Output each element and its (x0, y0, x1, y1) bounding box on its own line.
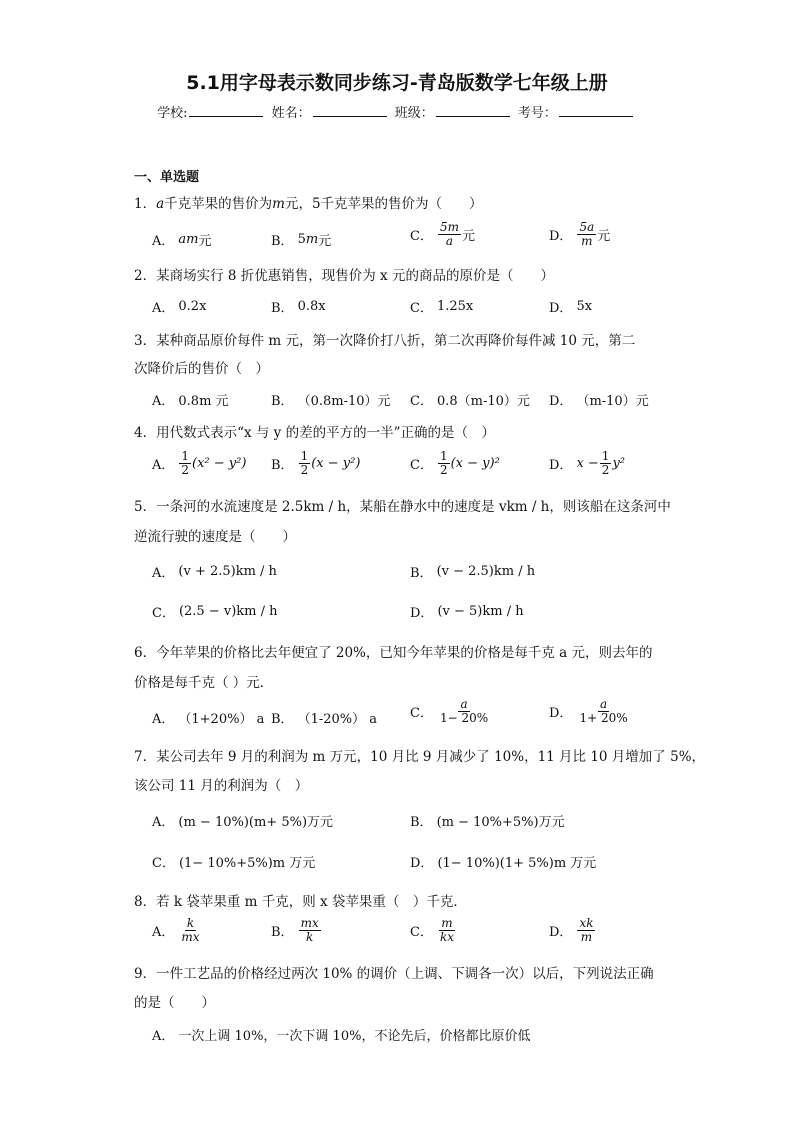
question-6-option-a[interactable]: A． （1+20%） a (152, 712, 265, 727)
school-blank[interactable] (189, 104, 263, 117)
question-8-option-d[interactable]: D． $\frac{xk}{m}$ (549, 916, 594, 944)
fraction: $\frac{xk}{m}$ (579, 916, 594, 944)
question-9-stem-line2: 的是（ ） (134, 995, 215, 1011)
question-1-option-b[interactable]: B． 5 m 元 (271, 232, 332, 249)
question-6-stem-line2: 价格是每千克（ ）元． (134, 675, 274, 691)
exam-no-blank[interactable] (559, 104, 633, 117)
question-7-option-a[interactable]: A． (m − 10%)(m+ 5%)万元 (152, 815, 334, 830)
question-4-option-d[interactable]: D． x − $\frac{1}{2}$ y² (549, 449, 625, 477)
question-8-option-b[interactable]: B． $\frac{mx}{k}$ (271, 916, 319, 944)
question-2-option-a[interactable]: A． 0.2x (152, 299, 207, 316)
question-4-option-b[interactable]: B． $\frac{1}{2}$ (x − y²) (271, 449, 361, 477)
question-7-stem-line2: 该公司 11 月的利润为（ ） (134, 778, 309, 794)
question-7-option-d[interactable]: D． (1− 10%)(1+ 5%)m 万元 (410, 856, 597, 871)
question-4-option-c[interactable]: C． $\frac{1}{2}$ (x − y)² (410, 449, 500, 477)
question-2-option-c[interactable]: C． 1.25x (410, 299, 474, 316)
fraction: $\frac{1}{2}$ (439, 449, 448, 477)
question-2-option-d[interactable]: D． 5x (549, 299, 593, 316)
name-label: 姓名： (271, 106, 311, 121)
name-blank[interactable] (313, 104, 387, 117)
fraction: $\frac{1}{2}$ (181, 449, 190, 477)
question-6-option-c[interactable]: C． $\frac{a}{1- 20\%}$ (410, 697, 489, 725)
question-5-option-a[interactable]: A． (v + 2.5)km / h (152, 564, 277, 581)
fraction: $\frac{1}{2}$ (300, 449, 309, 477)
question-4-stem: 4．用代数式表示“x 与 y 的差的平方的一半”正确的是（ ） (134, 425, 496, 441)
question-8-option-c[interactable]: C． $\frac{m}{kx}$ (410, 916, 454, 944)
question-5-option-d[interactable]: D． (v − 5)km / h (410, 604, 524, 621)
question-7-option-c[interactable]: C． (1− 10%+5%)m 万元 (152, 856, 316, 871)
question-1-stem: 1．a千克苹果的售价为m元，5千克苹果的售价为（ ） (134, 196, 483, 212)
exam-no-label: 考号： (517, 106, 557, 121)
question-1-option-a[interactable]: A． am 元 (152, 232, 212, 249)
fraction: $\frac{5m}{a}$ (439, 220, 459, 248)
page-title: 5.1用字母表示数同步练习-青岛版数学七年级上册 (186, 72, 608, 94)
fraction: $\frac{1}{2}$ (601, 449, 610, 477)
fraction: $\frac{5a}{m}$ (579, 220, 595, 248)
class-label: 班级： (394, 106, 434, 121)
question-3-option-c[interactable]: C． 0.8（m-10）元 (410, 394, 530, 409)
question-2-option-b[interactable]: B． 0.8x (271, 299, 326, 316)
question-3-stem-line1: 3．某种商品原价每件 m 元，第一次降价打八折，第二次再降价每件减 10 元，第二 (134, 333, 636, 349)
question-8-option-a[interactable]: A． $\frac{k}{mx}$ (152, 916, 200, 944)
question-5-option-c[interactable]: C． (2.5 − v)km / h (152, 604, 278, 621)
question-3-option-a[interactable]: A． 0.8m 元 (152, 394, 229, 409)
fraction: $\frac{a}{1+ 20\%}$ (579, 697, 628, 725)
question-7-stem-line1: 7．某公司去年 9 月的利润为 m 万元，10 月比 9 月减少了 10%，11 月比 10 月增加了 5%， (134, 749, 706, 765)
fraction: $\frac{a}{1- 20\%}$ (439, 697, 489, 725)
question-5-option-b[interactable]: B． (v − 2.5)km / h (410, 564, 536, 581)
section-title: 一、单选题 (134, 170, 200, 185)
question-2-stem: 2．某商场实行 8 折优惠销售，现售价为 x 元的商品的原价是（ ） (134, 268, 554, 284)
school-label: 学校: (157, 106, 188, 121)
question-3-option-b[interactable]: B． （0.8m-10）元 (271, 394, 391, 409)
question-4-option-a[interactable]: A． $\frac{1}{2}$ (x² − y²) (152, 449, 247, 477)
fraction: $\frac{k}{mx}$ (181, 916, 200, 944)
question-3-stem-line2: 次降价后的售价（ ） (134, 361, 269, 377)
question-6-option-d[interactable]: D． $\frac{a}{1+ 20\%}$ (549, 697, 628, 725)
question-6-stem-line1: 6．今年苹果的价格比去年便宜了 20%，已知今年苹果的价格是每千克 a 元，则去年的 (134, 645, 653, 661)
question-1-option-c[interactable]: C． $\frac{5m}{a}$ 元 (410, 220, 475, 248)
question-8-stem: 8．若 k 袋苹果重 m 千克，则 x 袋苹果重（ ）千克． (134, 894, 467, 910)
question-9-option-a[interactable]: A． 一次上调 10%，一次下调 10%，不论先后，价格都比原价低 (152, 1029, 531, 1044)
question-1-option-d[interactable]: D． $\frac{5a}{m}$ 元 (549, 220, 611, 248)
fraction: $\frac{m}{kx}$ (439, 916, 454, 944)
question-3-option-d[interactable]: D． （m-10）元 (549, 394, 649, 409)
question-6-option-b[interactable]: B． （1-20%） a (271, 712, 378, 727)
student-info-line (0, 102, 794, 121)
fraction: $\frac{mx}{k}$ (300, 916, 319, 944)
class-blank[interactable] (436, 104, 510, 117)
question-5-stem-line2: 逆流行驶的速度是（ ） (134, 529, 296, 545)
question-7-option-b[interactable]: B． (m − 10%+5%)万元 (410, 815, 565, 830)
question-9-stem-line1: 9．一件工艺品的价格经过两次 10% 的调价（上调、下调各一次）以后，下列说法正确 (134, 966, 654, 982)
question-5-stem-line1: 5．一条河的水流速度是 2.5km / h，某船在静水中的速度是 vkm / h，则该船在这条河中 (134, 499, 671, 515)
